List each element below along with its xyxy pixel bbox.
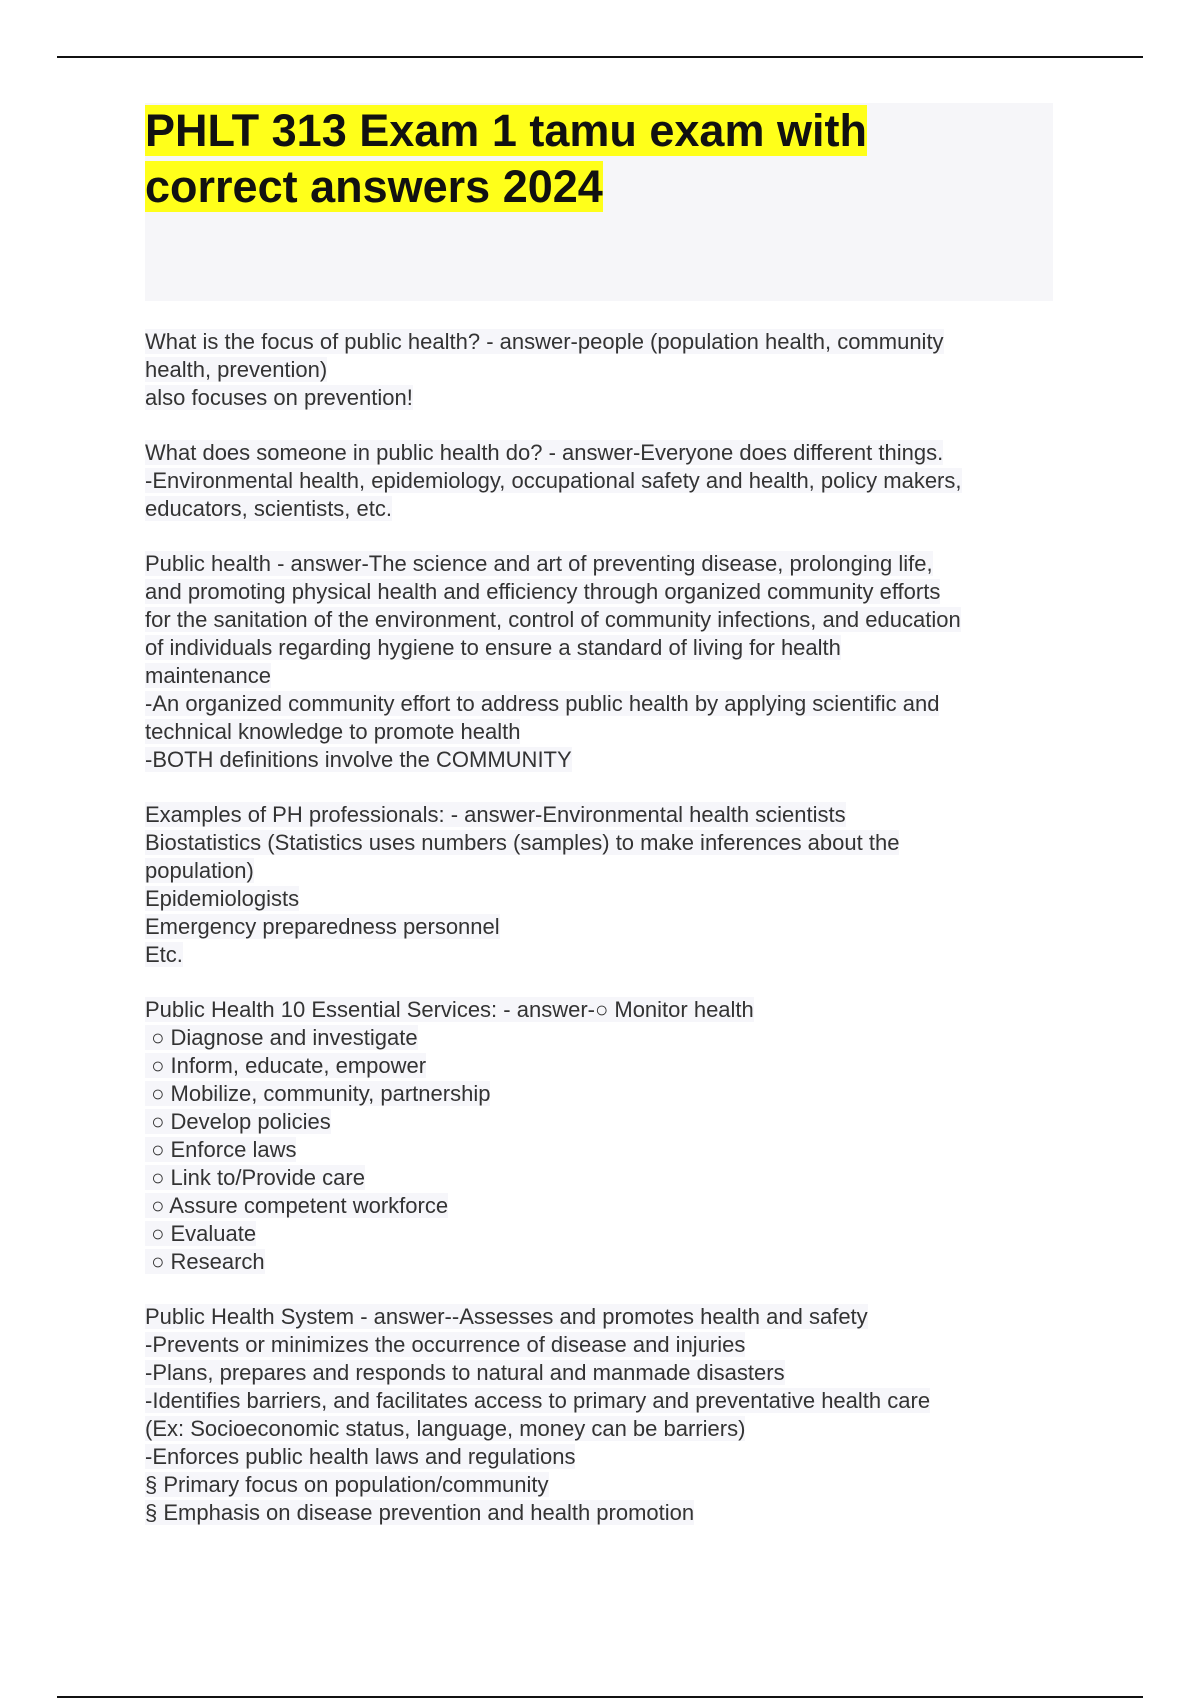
- text-line-content: for the sanitation of the environment, control of community infections, and education: [145, 607, 961, 632]
- text-line: [145, 1443, 1065, 1471]
- text-line-content: (Ex: Socioeconomic status, language, money can be barriers): [145, 1416, 746, 1441]
- text-line: [145, 1108, 1065, 1136]
- qa-block: [145, 439, 1065, 523]
- text-line-content: ○ Develop policies: [145, 1109, 331, 1134]
- text-line-content: ○ Assure competent workforce: [145, 1193, 449, 1218]
- text-line-content: § Primary focus on population/community: [145, 1472, 549, 1497]
- text-line-content: and promoting physical health and efficiency through organized community efforts: [145, 579, 941, 604]
- text-line: [145, 1080, 1065, 1108]
- text-line-content: -Enforces public health laws and regulations: [145, 1444, 576, 1469]
- text-line: [145, 495, 1065, 523]
- text-line: [145, 1499, 1065, 1527]
- text-line: [145, 1331, 1065, 1359]
- text-line-content: ○ Link to/Provide care: [145, 1165, 365, 1190]
- text-line-content: population): [145, 858, 254, 883]
- text-line: [145, 1136, 1065, 1164]
- text-line-content: of individuals regarding hygiene to ensure a standard of living for health: [145, 635, 841, 660]
- text-line-content: Public health - answer-The science and art of preventing disease, prolonging life,: [145, 551, 933, 576]
- text-line: [145, 1052, 1065, 1080]
- text-line: [145, 829, 1065, 857]
- text-line-content: also focuses on prevention!: [145, 385, 413, 410]
- text-line: [145, 1164, 1065, 1192]
- text-line-content: § Emphasis on disease prevention and health promotion: [145, 1500, 695, 1525]
- text-line: [145, 885, 1065, 913]
- text-line: [145, 467, 1065, 495]
- text-line-content: Examples of PH professionals: - answer-Environmental health scientists: [145, 802, 846, 827]
- text-line-content: What does someone in public health do? - answer-Everyone does different things.: [145, 440, 944, 465]
- bottom-rule: [57, 1696, 1143, 1698]
- text-line-content: Etc.: [145, 942, 183, 967]
- text-line-content: -An organized community effort to address public health by applying scientific and: [145, 691, 940, 716]
- text-line-content: maintenance: [145, 663, 271, 688]
- qa-block: [145, 1303, 1065, 1527]
- text-line-content: ○ Mobilize, community, partnership: [145, 1081, 491, 1106]
- text-line-content: -Identifies barriers, and facilitates access to primary and preventative health care: [145, 1388, 931, 1413]
- text-line: [145, 1303, 1065, 1331]
- title-line-1: PHLT 313 Exam 1 tamu exam with: [145, 105, 867, 156]
- text-line-content: ○ Inform, educate, empower: [145, 1053, 427, 1078]
- text-line: [145, 578, 1065, 606]
- text-line: [145, 718, 1065, 746]
- text-line: [145, 941, 1065, 969]
- qa-block: [145, 328, 1065, 412]
- text-line-content: ○ Evaluate: [145, 1221, 257, 1246]
- qa-block: [145, 550, 1065, 774]
- text-line: [145, 1387, 1065, 1415]
- title-line-2: correct answers 2024: [145, 161, 603, 212]
- text-line: [145, 1415, 1065, 1443]
- text-line: [145, 746, 1065, 774]
- text-line: [145, 1192, 1065, 1220]
- text-line-content: -Environmental health, epidemiology, occupational safety and health, policy makers,: [145, 468, 962, 493]
- text-line-content: What is the focus of public health? - answer-people (population health, community: [145, 329, 944, 354]
- text-line: [145, 356, 1065, 384]
- document-body: [145, 328, 1065, 1554]
- text-line: [145, 857, 1065, 885]
- text-line-content: technical knowledge to promote health: [145, 719, 521, 744]
- text-line-content: health, prevention): [145, 357, 328, 382]
- text-line: [145, 1248, 1065, 1276]
- text-line-content: -Prevents or minimizes the occurrence of disease and injuries: [145, 1332, 746, 1357]
- text-line: [145, 606, 1065, 634]
- text-line: [145, 1471, 1065, 1499]
- text-line: [145, 1024, 1065, 1052]
- document-title: [145, 103, 1053, 215]
- text-line-content: ○ Enforce laws: [145, 1137, 297, 1162]
- text-line-content: -Plans, prepares and responds to natural and manmade disasters: [145, 1360, 785, 1385]
- text-line-content: Biostatistics (Statistics uses numbers (samples) to make inferences about the: [145, 830, 900, 855]
- text-line: [145, 690, 1065, 718]
- qa-block: [145, 801, 1065, 969]
- text-line: [145, 801, 1065, 829]
- text-line-content: Emergency preparedness personnel: [145, 914, 500, 939]
- text-line: [145, 328, 1065, 356]
- text-line-content: Epidemiologists: [145, 886, 300, 911]
- text-line: [145, 1220, 1065, 1248]
- text-line-content: Public Health System - answer--Assesses and promotes health and safety: [145, 1304, 868, 1329]
- text-line: [145, 1359, 1065, 1387]
- text-line-content: -BOTH definitions involve the COMMUNITY: [145, 747, 572, 772]
- text-line: [145, 913, 1065, 941]
- text-line: [145, 634, 1065, 662]
- top-rule: [57, 56, 1143, 58]
- text-line: [145, 384, 1065, 412]
- text-line-content: Public Health 10 Essential Services: - answer-○ Monitor health: [145, 997, 754, 1022]
- text-line-content: ○ Research: [145, 1249, 265, 1274]
- text-line: [145, 996, 1065, 1024]
- text-line-content: ○ Diagnose and investigate: [145, 1025, 418, 1050]
- text-line-content: educators, scientists, etc.: [145, 496, 392, 521]
- qa-block: [145, 996, 1065, 1276]
- text-line: [145, 439, 1065, 467]
- title-block: [145, 103, 1053, 301]
- text-line: [145, 550, 1065, 578]
- text-line: [145, 662, 1065, 690]
